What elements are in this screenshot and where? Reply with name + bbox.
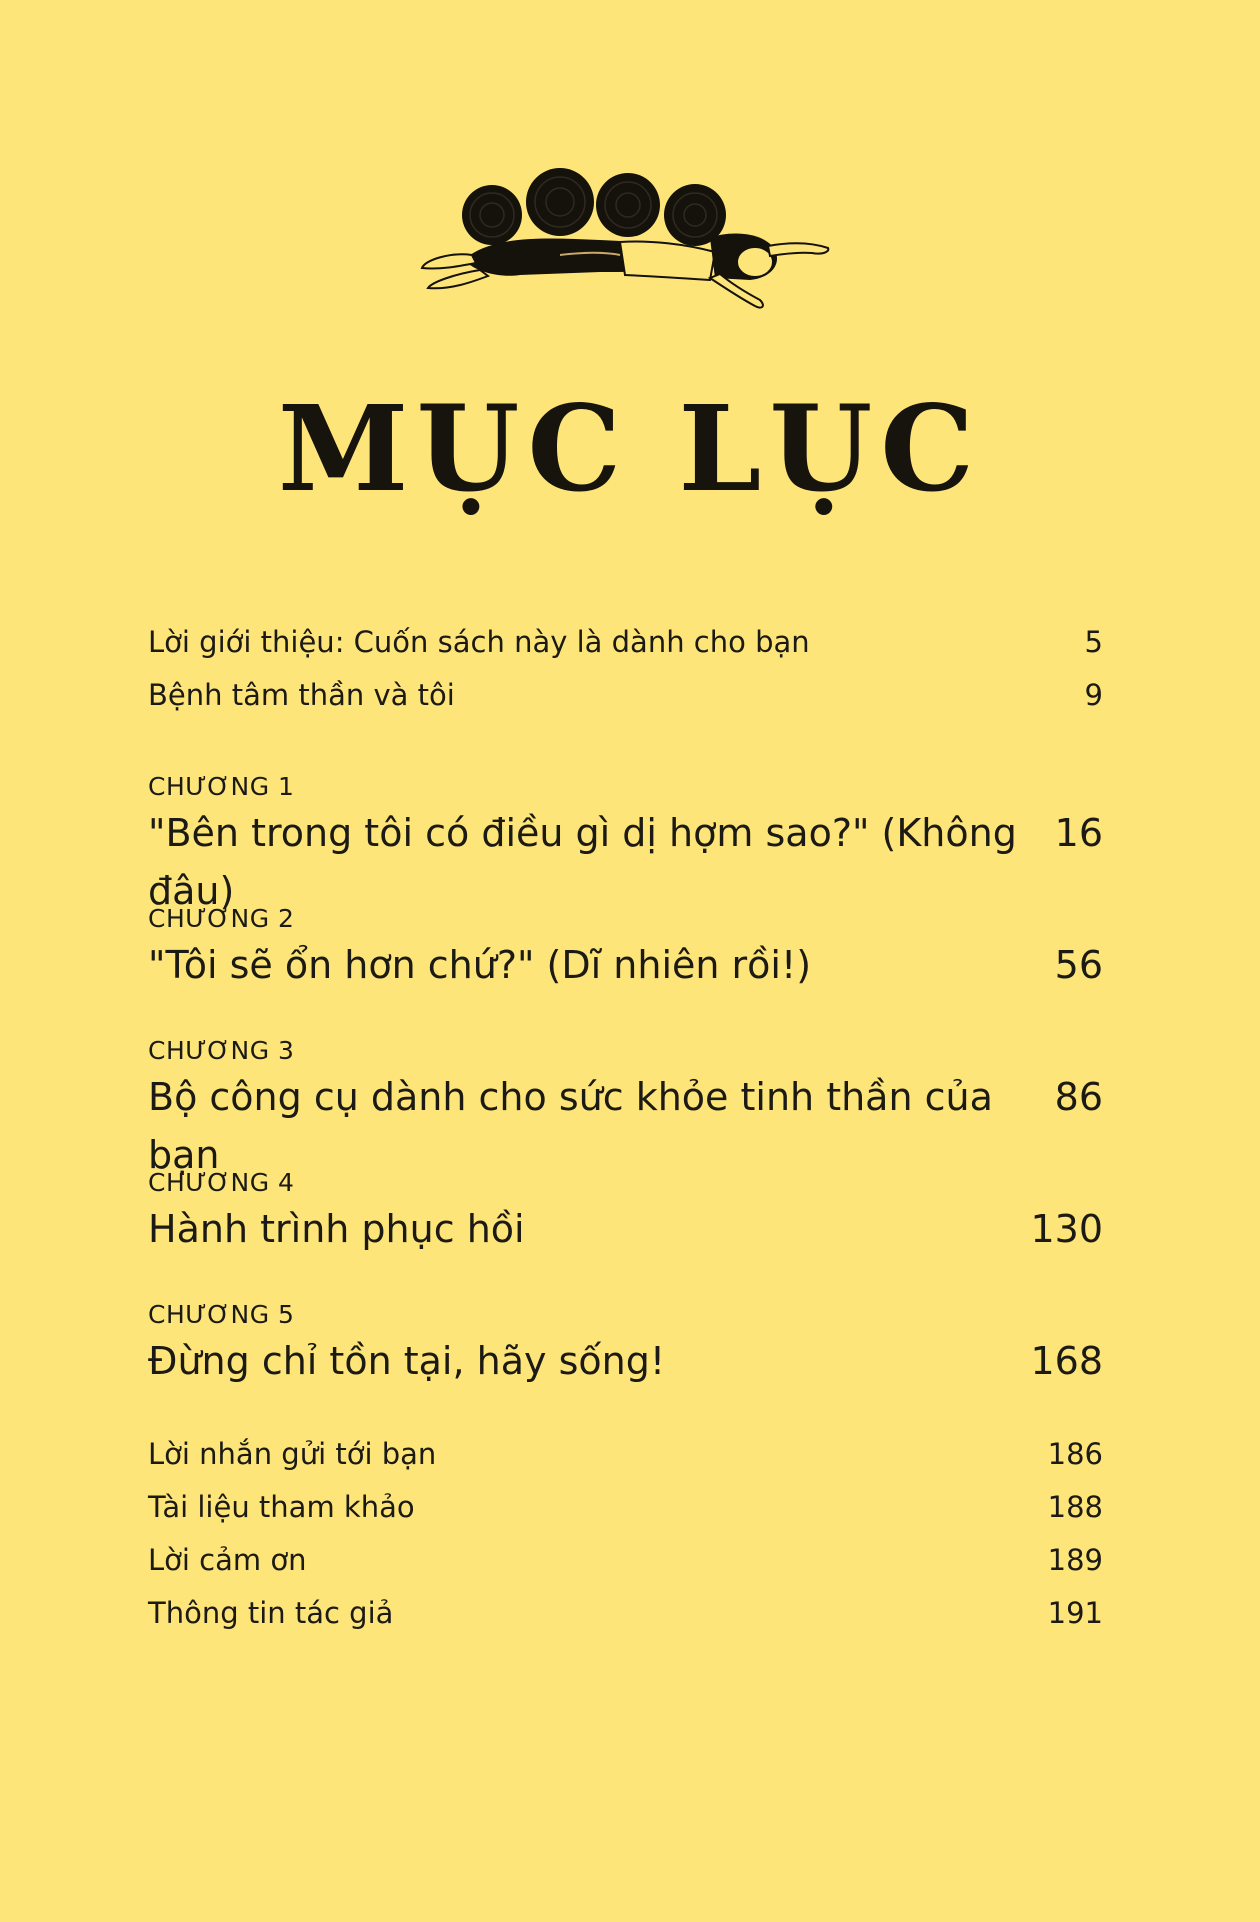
toc-entry-mental-illness[interactable]	[148, 669, 1103, 722]
chapter-page: 130	[1030, 1207, 1103, 1251]
chapter-page: 86	[1054, 1075, 1103, 1119]
toc-entry-label: Tài liệu tham khảo	[148, 1490, 415, 1524]
chapter-title: Bộ công cụ dành cho sức khỏe tinh thần của bạn	[148, 1075, 993, 1177]
chapter-label: CHƯƠNG 3	[148, 1036, 295, 1065]
toc-entry-intro[interactable]	[148, 616, 1103, 669]
toc-chapter-1[interactable]	[148, 770, 1103, 913]
toc-entry-references[interactable]	[148, 1481, 1103, 1534]
chapter-label: CHƯƠNG 4	[148, 1168, 295, 1197]
toc-entry-page: 188	[1047, 1490, 1103, 1524]
toc-entry-page: 9	[1084, 678, 1103, 712]
chapter-title: Hành trình phục hồi	[148, 1207, 525, 1251]
toc-entry-label: Lời cảm ơn	[148, 1543, 307, 1577]
chapter-page: 56	[1054, 943, 1103, 987]
toc-entry-acknowledgements[interactable]	[148, 1534, 1103, 1587]
chapter-label: CHƯƠNG 2	[148, 904, 295, 933]
toc-entry-author-info[interactable]	[148, 1587, 1103, 1640]
chapter-page: 168	[1030, 1339, 1103, 1383]
toc-entry-message[interactable]	[148, 1428, 1103, 1481]
toc-entry-page: 5	[1084, 625, 1103, 659]
toc-chapter-3[interactable]	[148, 1034, 1103, 1177]
chapter-title: "Bên trong tôi có điều gì dị hợm sao?" (Không đâu)	[148, 811, 1017, 913]
chapter-label: CHƯƠNG 5	[148, 1300, 295, 1329]
toc-entry-label: Bệnh tâm thần và tôi	[148, 678, 455, 712]
table-of-contents	[148, 616, 1103, 1640]
page-title: MỤC LỤC	[277, 379, 983, 518]
toc-entry-page: 189	[1047, 1543, 1103, 1577]
toc-entry-label: Lời giới thiệu: Cuốn sách này là dành cho bạn	[148, 625, 810, 659]
toc-entry-label: Thông tin tác giả	[148, 1596, 394, 1630]
chapter-title: "Tôi sẽ ổn hơn chứ?" (Dĩ nhiên rồi!)	[148, 943, 812, 987]
toc-entry-page: 191	[1047, 1596, 1103, 1630]
toc-entry-page: 186	[1047, 1437, 1103, 1471]
sleeping-girl-illustration	[410, 160, 850, 320]
chapter-page: 16	[1054, 811, 1103, 855]
toc-entry-label: Lời nhắn gửi tới bạn	[148, 1437, 437, 1471]
toc-chapter-5[interactable]	[148, 1298, 1103, 1390]
chapter-label: CHƯƠNG 1	[148, 772, 295, 801]
chapter-title: Đừng chỉ tồn tại, hãy sống!	[148, 1339, 666, 1383]
